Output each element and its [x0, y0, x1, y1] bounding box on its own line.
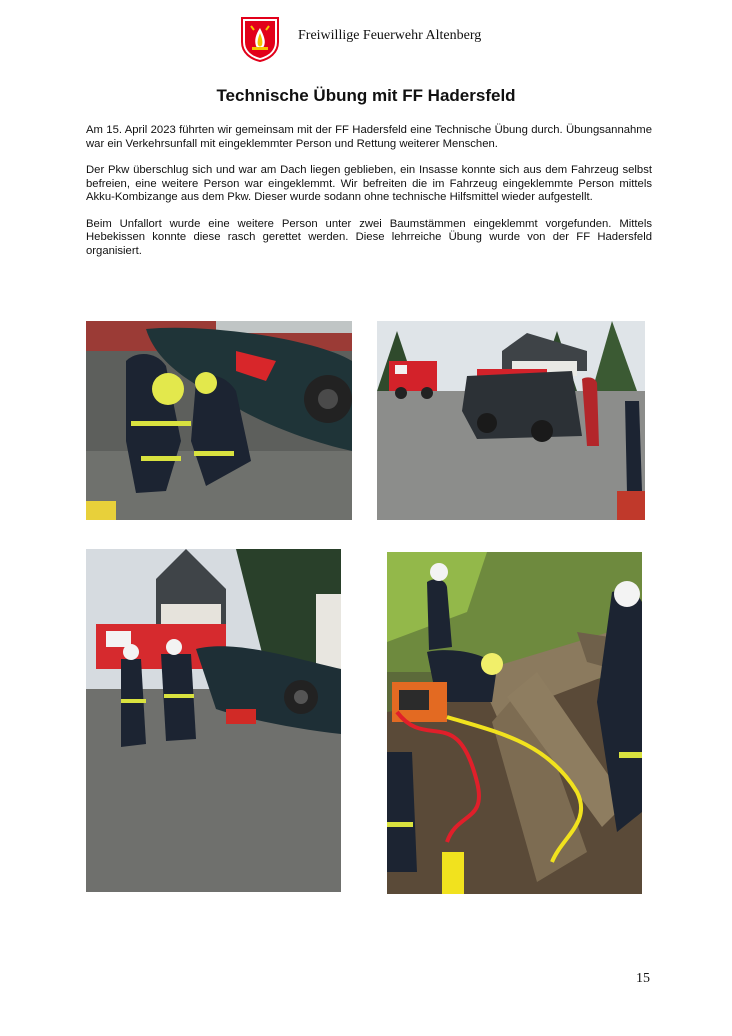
photo-car-on-side: [377, 321, 645, 520]
paragraph-3: Beim Unfallort wurde eine weitere Person unter zwei Baumstämmen eingeklemmt vorgefunden. Mittels Hebekissen konnte diese rasch gerettet werden. Diese lehrreiche Übung wurde von der FF Hadersfeld organisiert.: [86, 217, 652, 257]
article-body: [86, 124, 652, 271]
organization-name: Freiwillige Feuerwehr Altenberg: [298, 28, 482, 43]
page-number: 15: [636, 971, 650, 986]
paragraph-1: Am 15. April 2023 führten wir gemeinsam mit der FF Hadersfeld eine Technische Übung durch. Übungsannahme war ein Verkehrsunfall mit eingeklemmter Person und Rettung weiterer Menschen.: [86, 124, 652, 150]
paragraph-2: Der Pkw überschlug sich und war am Dach liegen geblieben, ein Insasse konnte sich aus dem Fahrzeug selbst befreien, eine weitere Person war eingeklemmt. Wir befreiten die im Fahrzeug eingeklemmte Person mittels Akku-Kombizange aus dem Pkw. Dieser wurde sodann ohne technische Hilfsmittel wieder aufgestellt.: [86, 164, 652, 203]
photo-tree-trunk-rescue: [387, 552, 642, 894]
photo-rescue-overturned-car: [86, 321, 352, 520]
page-header: [0, 0, 732, 80]
photo-team-at-car: [86, 549, 341, 892]
fire-brigade-shield-icon: [240, 16, 280, 62]
page-title: Technische Übung mit FF Hadersfeld: [216, 86, 516, 105]
